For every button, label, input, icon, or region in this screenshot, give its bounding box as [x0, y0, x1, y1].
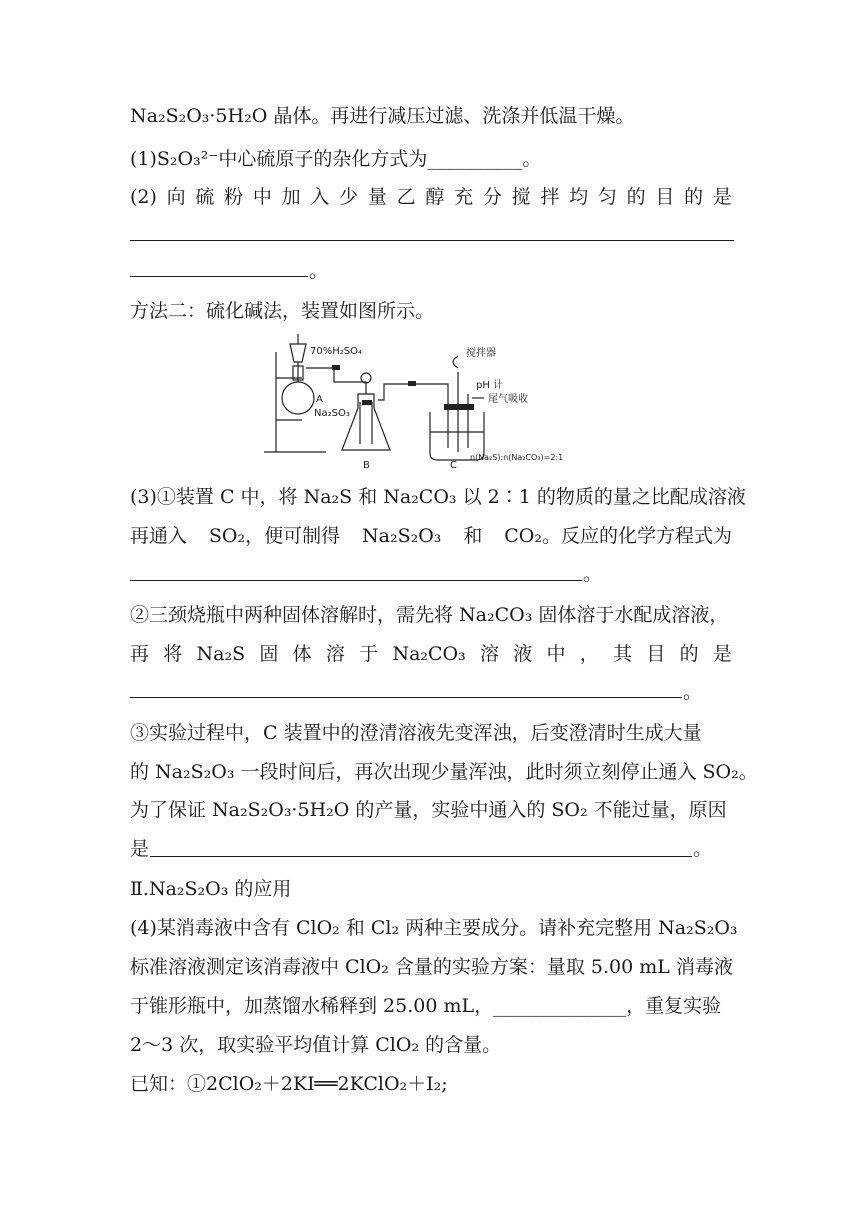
question-4-line: (4)某消毒液中含有 ClO₂ 和 Cl₂ 两种主要成分。请补充完整用 Na₂S₂O₃: [130, 917, 738, 939]
question-3-line: (3)①装置 C 中，将 Na₂S 和 Na₂CO₃ 以 2∶1 的物质的量之比配成溶液: [130, 486, 746, 508]
justified-word: 充: [454, 186, 474, 208]
justified-word: 和: [463, 525, 483, 547]
question-4-line: 于锥形瓶中，加蒸馏水稀释到 25.00 mL，______________，重复实验: [130, 995, 722, 1017]
justified-word: Na₂CO₃: [392, 643, 466, 665]
justified-word: 的: [684, 186, 704, 208]
question-3-line: ②三颈烧瓶中两种固体溶解时，需先将 Na₂CO₃ 固体溶于水配成溶液，: [130, 604, 729, 626]
justified-word: 少: [339, 186, 359, 208]
justified-word: (2): [130, 186, 157, 208]
justified-word: 其: [613, 643, 633, 665]
known-condition: 已知：①2ClO₂＋2KI══2KClO₂＋I₂;: [130, 1073, 448, 1095]
justified-word: 粉: [224, 186, 244, 208]
justified-word: 固: [259, 643, 279, 665]
justified-word: 搅: [511, 186, 531, 208]
question-3-line: 的 Na₂S₂O₃ 一段时间后，再次出现少量浑浊，此时须立刻停止通入 SO₂。: [130, 761, 758, 783]
question-3-line: 是: [130, 838, 150, 860]
question-3-line: 为了保证 Na₂S₂O₃·5H₂O 的产量，实验中通入的 SO₂ 不能过量，原因: [130, 799, 727, 821]
apparatus-figure: [262, 332, 598, 474]
punctuation: 。: [693, 838, 713, 860]
question-3-line: [130, 523, 732, 549]
justified-word: 乙: [396, 186, 416, 208]
salt-label: Na₂SO₃: [314, 408, 350, 419]
justified-word: 再通入: [130, 525, 188, 547]
justified-word: CO₂。反应的化学方程式为: [504, 525, 732, 547]
justified-word: Na₂S: [196, 643, 246, 665]
justified-word: 是: [712, 186, 732, 208]
justified-word: Na₂S₂O₃: [362, 525, 442, 547]
justified-word: 量: [367, 186, 387, 208]
justified-word: 溶: [325, 643, 345, 665]
question-4-line: 2～3 次，取实验平均值计算 ClO₂ 的含量。: [130, 1034, 502, 1056]
ratio-label: n(Na₂S):n(Na₂CO₃)=2:1: [470, 453, 564, 462]
justified-word: 溶: [480, 643, 500, 665]
label-a: A: [316, 394, 323, 405]
question-3-line: ③实验过程中，C 装置中的澄清溶液先变浑浊，后变澄清时生成大量: [130, 722, 702, 744]
stirrer-label: 搅拌器: [466, 348, 496, 359]
justified-word: 中: [252, 186, 272, 208]
answer-blank: [130, 240, 734, 241]
justified-word: 硫: [195, 186, 215, 208]
justified-word: 于: [359, 643, 379, 665]
justified-word: ，: [579, 643, 599, 665]
question-1: (1)S₂O₃²⁻中心硫原子的杂化方式为__________。: [130, 148, 542, 170]
justified-word: 醇: [425, 186, 445, 208]
justified-word: 分: [482, 186, 502, 208]
section-heading: Ⅱ.Na₂S₂O₃ 的应用: [130, 878, 292, 900]
justified-word: 入: [310, 186, 330, 208]
question-2: [130, 184, 732, 210]
justified-word: 匀: [597, 186, 617, 208]
label-b: B: [363, 460, 370, 471]
justified-word: 目: [646, 643, 666, 665]
question-4-line: 标准溶液测定该消毒液中 ClO₂ 含量的实验方案：量取 5.00 mL 消毒液: [130, 956, 733, 978]
justified-word: 加: [281, 186, 301, 208]
punctuation: 。: [583, 563, 603, 585]
question-3-line: [130, 641, 732, 667]
punctuation: 。: [309, 260, 329, 282]
label-c: C: [450, 460, 457, 471]
justified-word: 目: [655, 186, 675, 208]
justified-word: SO₂，便可制得: [208, 525, 341, 547]
acid-label: 70%H₂SO₄: [310, 346, 362, 357]
justified-word: 再: [130, 643, 150, 665]
justified-word: 的: [626, 186, 646, 208]
punctuation: 。: [683, 681, 703, 703]
justified-word: 体: [292, 643, 312, 665]
answer-blank: [150, 856, 692, 857]
answer-blank: [130, 697, 682, 698]
justified-word: 中: [546, 643, 566, 665]
justified-word: 拌: [540, 186, 560, 208]
text-line: Na₂S₂O₃·5H₂O 晶体。再进行减压过滤、洗涤并低温干燥。: [130, 105, 635, 127]
tail-gas-label: 尾气吸收: [488, 394, 528, 405]
answer-blank: [130, 276, 308, 277]
answer-blank: [130, 580, 582, 581]
justified-word: 的: [679, 643, 699, 665]
justified-word: 是: [712, 643, 732, 665]
section-heading: 方法二：硫化碱法，装置如图所示。: [130, 300, 435, 322]
ph-meter-label: pH 计: [476, 380, 504, 391]
justified-word: 液: [513, 643, 533, 665]
justified-word: 均: [569, 186, 589, 208]
justified-word: 向: [166, 186, 186, 208]
justified-word: 将: [163, 643, 183, 665]
